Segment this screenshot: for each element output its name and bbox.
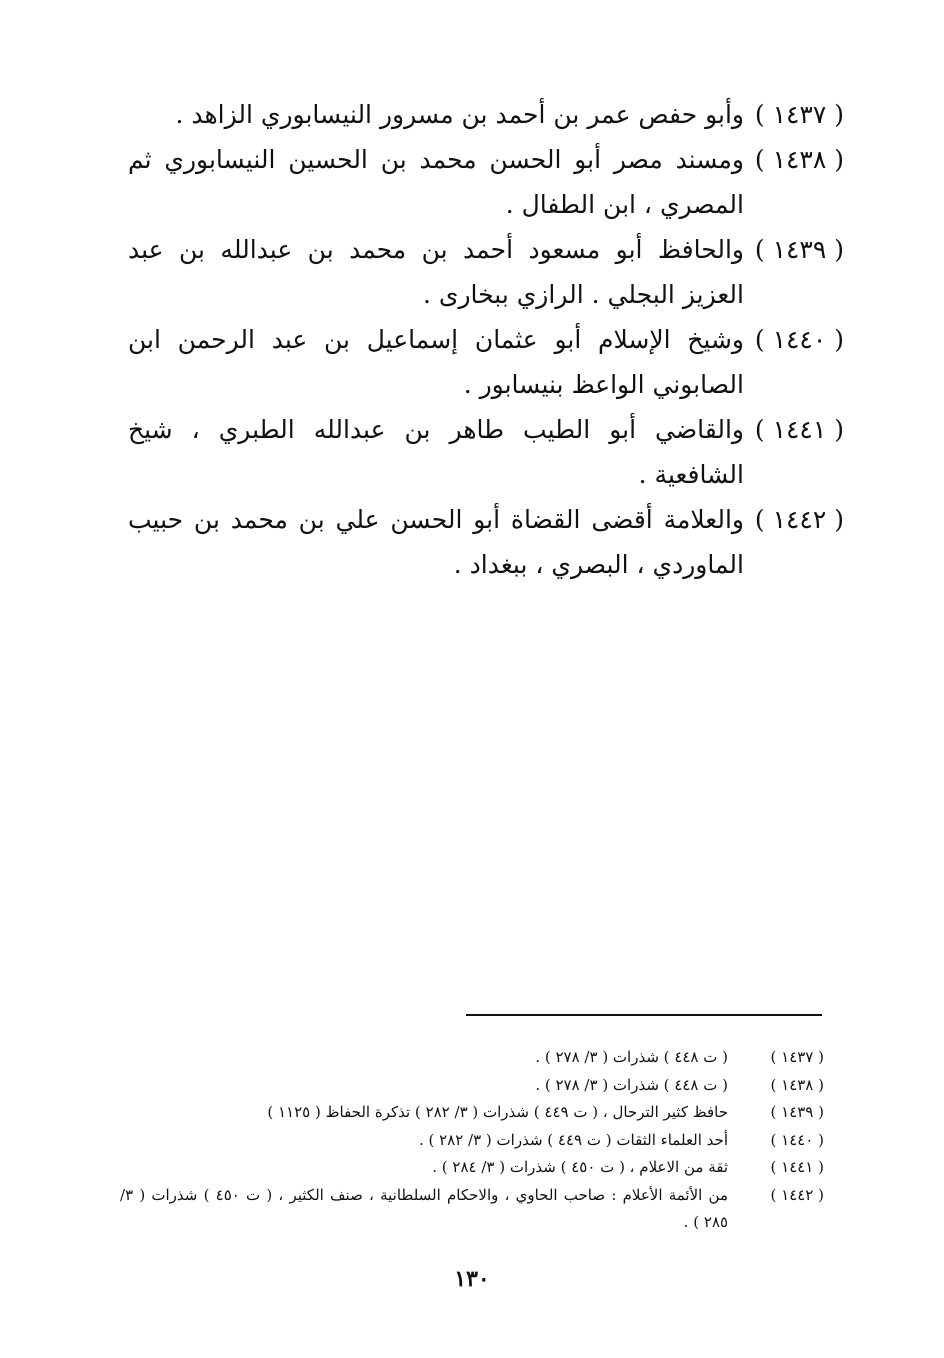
footnote-text: أحد العلماء الثقات ( ت ٤٤٩ ) شذرات ( ٣/ ٢٨٢ ) . (418, 1130, 728, 1149)
entry-text: وشيخ الإسلام أبو عثمان إسماعيل بن عبد الرحمن ابن الصابوني الواعظ بنيسابور . (128, 325, 744, 399)
entry-number: ( ١٤٤٢ ) (754, 505, 844, 534)
page-number: ١٣٠ (454, 1266, 490, 1292)
footnote-number: ( ١٤٤١ ) (770, 1158, 824, 1176)
footnote-1437 (120, 1044, 824, 1072)
footnote-number: ( ١٤٣٩ ) (770, 1103, 824, 1121)
footnote-1441 (120, 1154, 824, 1182)
footnote-text: ( ت ٤٤٨ ) شذرات ( ٣/ ٢٧٨ ) . (535, 1075, 728, 1094)
footnote-text: ثقة من الاعلام ، ( ت ٤٥٠ ) شذرات ( ٣/ ٢٨٤ ) . (432, 1158, 728, 1176)
entry-text: والقاضي أبو الطيب طاهر بن عبدالله الطبري ، شيخ الشافعية . (128, 415, 744, 489)
footnote-number: ( ١٤٣٧ ) (770, 1048, 824, 1066)
footnote-text: حافظ كثير الترحال ، ( ت ٤٤٩ ) شذرات ( ٣/ ٢٨٢ ) تذكرة الحفاظ ( ١١٢٥ ) (267, 1103, 728, 1121)
entry-number: ( ١٤٣٧ ) (754, 100, 844, 129)
entry-1438 (128, 137, 844, 227)
footnote-number: ( ١٤٤٢ ) (770, 1185, 824, 1204)
main-text (128, 92, 844, 587)
footnote-text: من الأئمة الأعلام : صاحب الحاوي ، والاحكام السلطانية ، صنف الكثير ، ( ت ٤٥٠ ) شذرات ( ٣/ ٢٨٥ ) . (120, 1185, 728, 1231)
footnotes (120, 1044, 824, 1237)
entry-text: وأبو حفص عمر بن أحمد بن مسرور النيسابوري الزاهد . (175, 100, 744, 129)
footnote-1438 (120, 1072, 824, 1100)
entry-text: والحافظ أبو مسعود أحمد بن محمد بن عبدالله بن عبد العزيز البجلي . الرازي ببخارى . (128, 235, 744, 309)
entry-number: ( ١٤٤١ ) (754, 415, 844, 444)
entry-text: ومسند مصر أبو الحسن محمد بن الحسين النيسابوري ثم المصري ، ابن الطفال . (128, 145, 744, 219)
footnote-1439 (120, 1099, 824, 1127)
entry-1439 (128, 227, 844, 317)
footnote-number: ( ١٤٤٠ ) (770, 1130, 824, 1149)
entry-number: ( ١٤٤٠ ) (754, 325, 844, 354)
footnote-divider (466, 1014, 822, 1016)
footnote-1442 (120, 1182, 824, 1237)
entry-text: والعلامة أقضى القضاة أبو الحسن علي بن محمد بن حبيب الماوردي ، البصري ، ببغداد . (128, 505, 744, 579)
footnote-text: ( ت ٤٤٨ ) شذرات ( ٣/ ٢٧٨ ) . (535, 1048, 728, 1066)
entry-number: ( ١٤٣٨ ) (754, 145, 844, 174)
footnote-1440 (120, 1127, 824, 1155)
footnote-number: ( ١٤٣٨ ) (770, 1075, 824, 1094)
entry-1442 (128, 497, 844, 587)
entry-1440 (128, 317, 844, 407)
entry-1437 (128, 92, 844, 137)
entry-number: ( ١٤٣٩ ) (754, 235, 844, 264)
entry-1441 (128, 407, 844, 497)
